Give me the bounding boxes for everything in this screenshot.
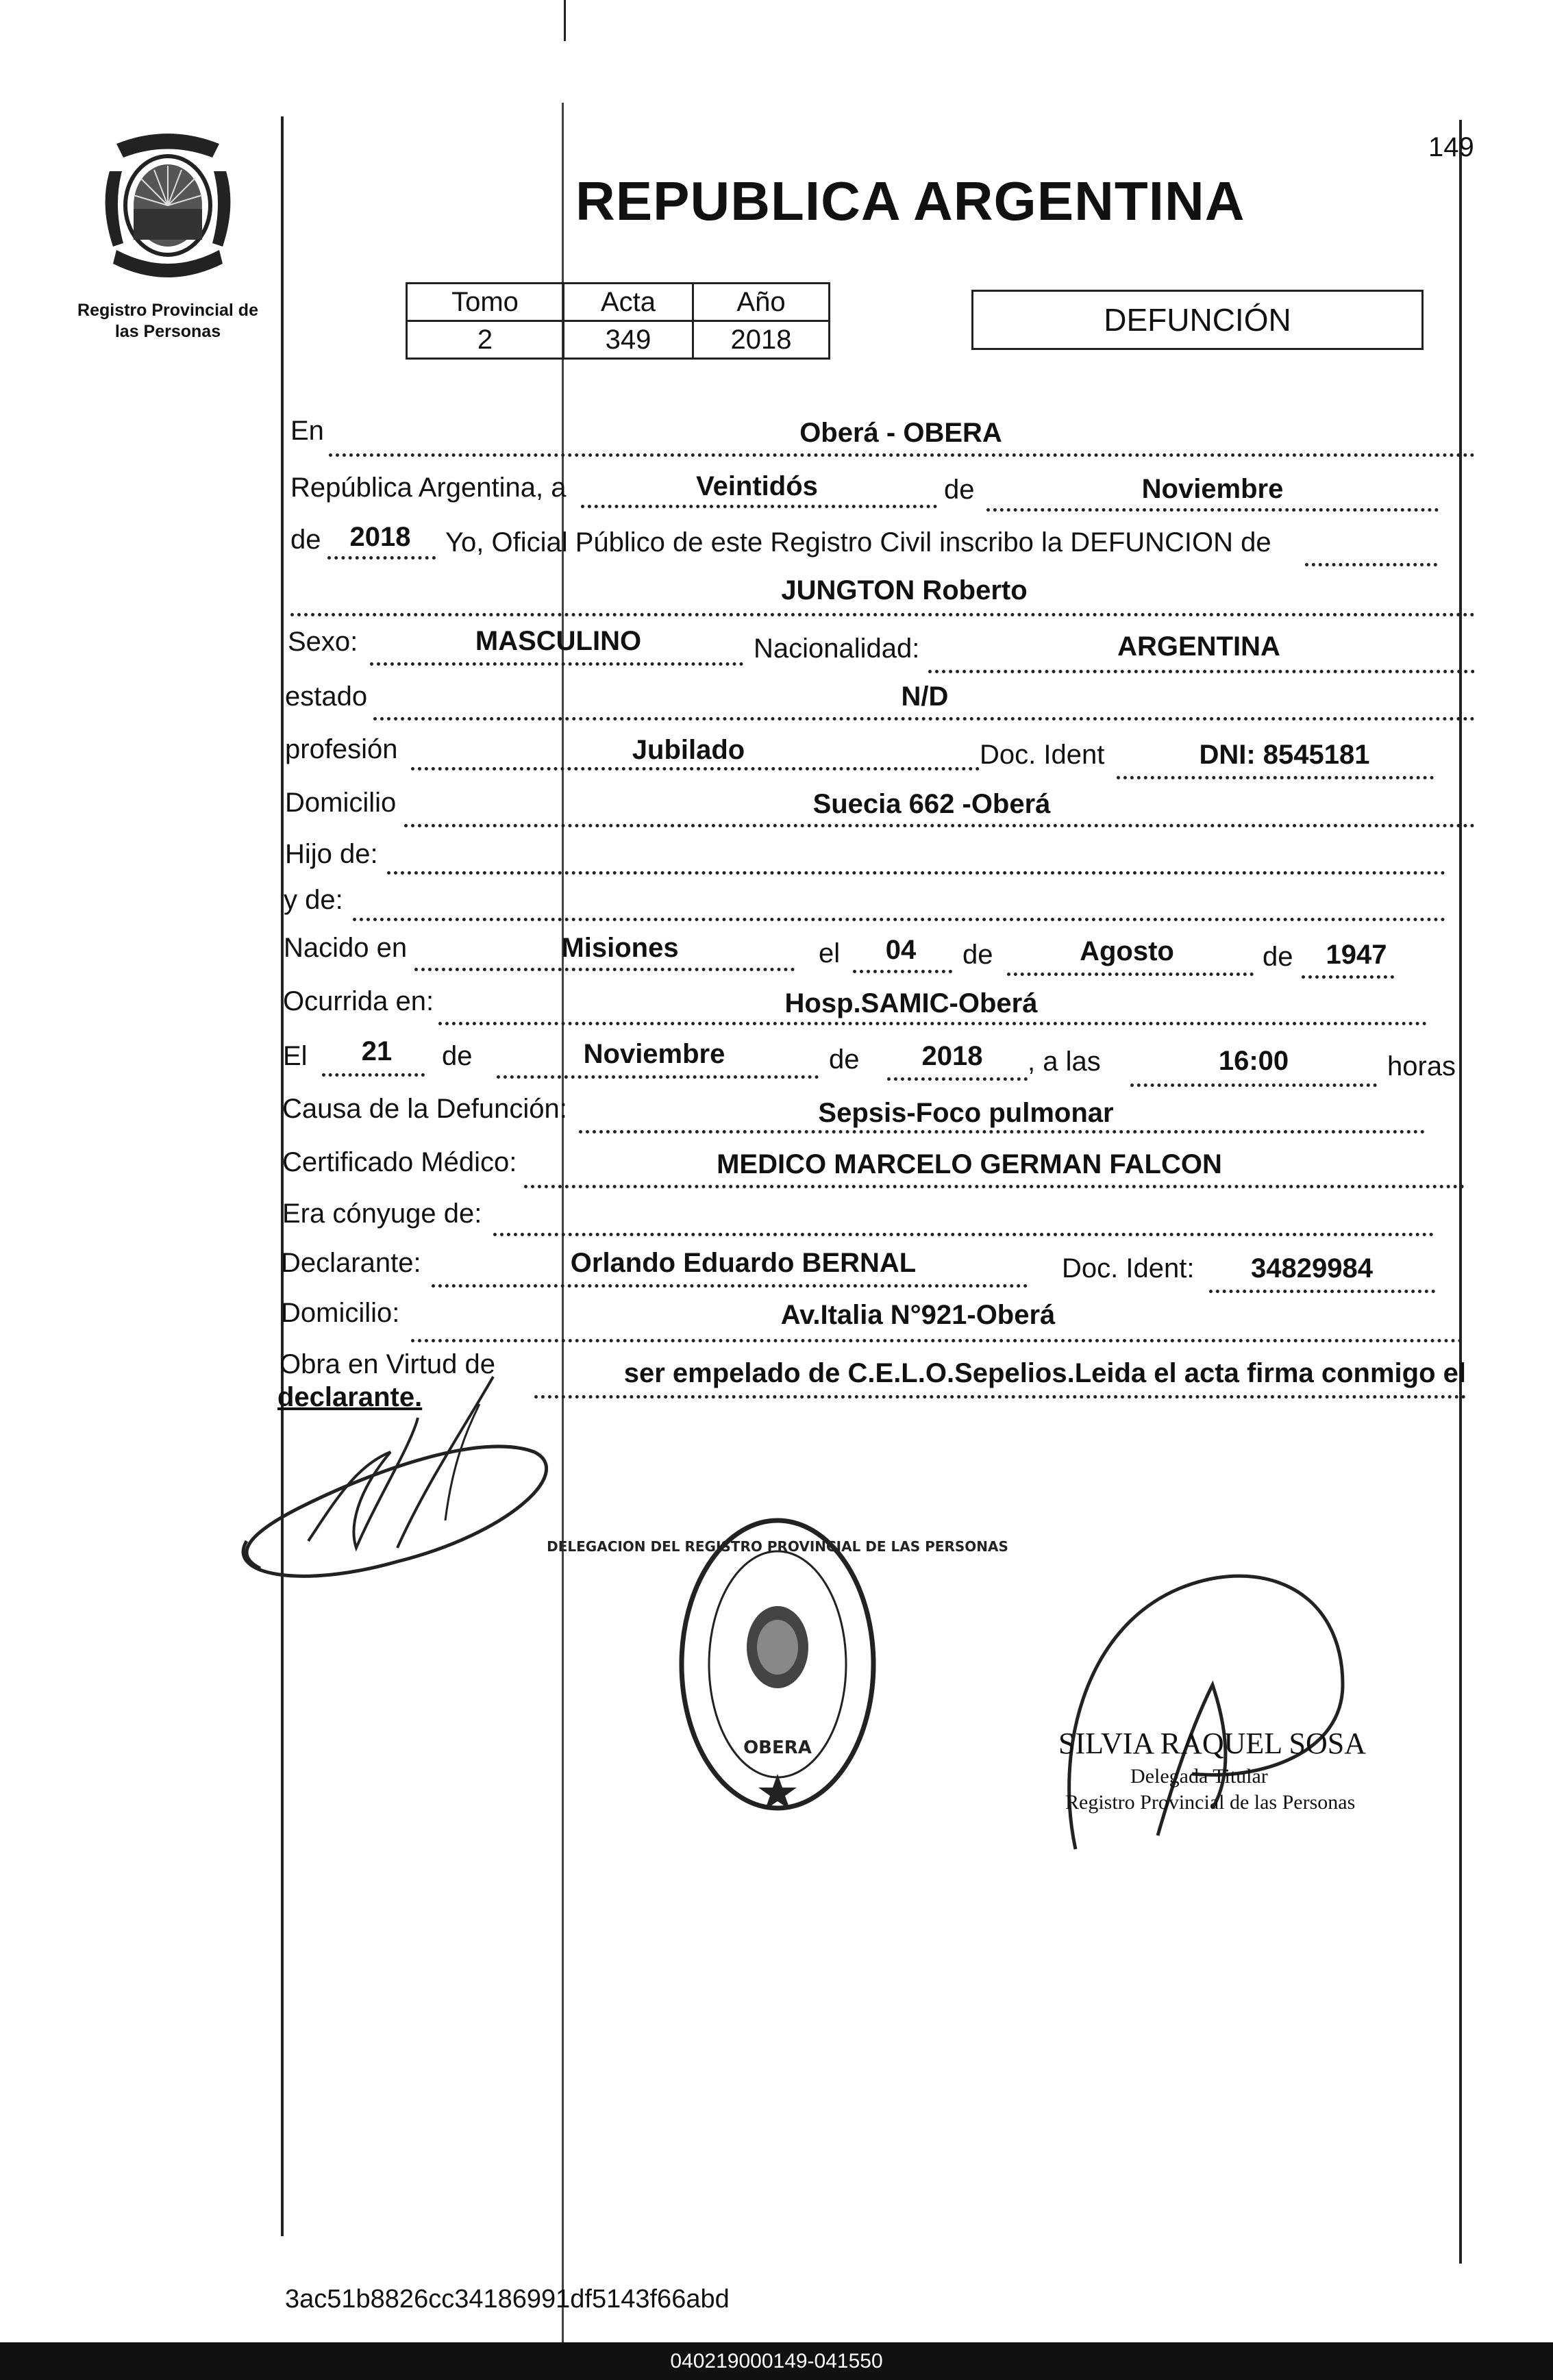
obra-value-line1: ser empelado de C.E.L.O.Sepelios.Leida el acta firma conmigo el	[623, 1358, 1466, 1388]
doc-ident-label: Doc. Ident	[980, 740, 1105, 770]
republica-label: República Argentina, a	[290, 473, 567, 503]
intro-dots	[1305, 563, 1437, 566]
doc-ident-value: DNI: 8545181	[1199, 740, 1370, 770]
profesion-dots	[411, 767, 980, 771]
obra-label: Obra en Virtud de	[279, 1349, 496, 1379]
cert-value: MEDICO MARCELO GERMAN FALCON	[717, 1149, 1222, 1179]
doc-ident-dots	[1117, 776, 1434, 779]
ref-value-ano: 2018	[693, 321, 830, 359]
cert-label: Certificado Médico:	[282, 1147, 517, 1177]
horas-label: horas	[1387, 1051, 1456, 1081]
estado-value: N/D	[901, 681, 949, 712]
profesion-value: Jubilado	[632, 735, 745, 765]
alas-label: , a las	[1028, 1047, 1101, 1077]
decl-dom-dots	[411, 1339, 1463, 1342]
document-hash: 3ac51b8826cc34186991df5143f66abd	[285, 2285, 730, 2314]
day-words-value: Veintidós	[696, 471, 818, 501]
decl-dom-label: Domicilio:	[281, 1298, 400, 1328]
nacido-label: Nacido en	[284, 933, 408, 963]
ref-header-acta: Acta	[564, 284, 693, 321]
official-role: Delegada Titular	[1130, 1765, 1268, 1788]
en-label: En	[290, 416, 324, 446]
birth-day-dots	[853, 970, 952, 973]
y-de-dots	[353, 918, 1445, 921]
hijo-label: Hijo de:	[285, 839, 378, 869]
de2-label: de	[290, 525, 321, 555]
nacionalidad-label: Nacionalidad:	[754, 634, 920, 664]
death-day-value: 21	[361, 1036, 393, 1066]
domicilio-dots	[404, 824, 1475, 827]
en-value: Oberá - OBERA	[799, 418, 1002, 448]
official-name: SILVIA RAQUEL SOSA	[1058, 1727, 1367, 1760]
causa-label: Causa de la Defunción:	[282, 1094, 567, 1124]
obra-value-line2: declarante.	[277, 1382, 423, 1412]
de5-label: de	[442, 1041, 473, 1071]
ref-header-tomo: Tomo	[407, 284, 564, 321]
stamp-ring-text: DELEGACION DEL REGISTRO PROVINCIAL DE LAS PERSONAS	[547, 1538, 1008, 1555]
delegation-stamp	[547, 1510, 1008, 1818]
death-year-value: 2018	[921, 1041, 983, 1071]
death-year-dots	[887, 1077, 1028, 1081]
nacido-place-dots	[414, 968, 795, 971]
causa-dots	[579, 1130, 1425, 1133]
death-month-value: Noviembre	[583, 1039, 725, 1069]
sexo-label: Sexo:	[288, 627, 358, 657]
obra-dots	[534, 1395, 1466, 1399]
birth-month-value: Agosto	[1080, 936, 1174, 966]
decl-doc-value: 34829984	[1251, 1253, 1373, 1283]
en-dots	[329, 453, 1475, 457]
stamp-city: OBERA	[743, 1738, 812, 1758]
month-words-dots	[986, 508, 1439, 512]
ocurrida-dots	[438, 1022, 1427, 1025]
de6-label: de	[829, 1044, 860, 1075]
death-time-value: 16:00	[1218, 1046, 1289, 1076]
footer-code: 040219000149-041550	[0, 2342, 1553, 2380]
sexo-dots	[370, 662, 743, 666]
domicilio-label: Domicilio	[285, 788, 397, 818]
declarant-signature	[219, 1363, 575, 1609]
nacido-place-value: Misiones	[561, 933, 679, 963]
ocurrida-label: Ocurrida en:	[283, 986, 434, 1016]
birth-year-value: 1947	[1326, 940, 1387, 970]
profesion-label: profesión	[285, 734, 398, 764]
birth-year-dots	[1302, 975, 1394, 979]
page-number: 149	[1428, 132, 1474, 162]
conyuge-label: Era cónyuge de:	[282, 1199, 482, 1229]
declarante-label: Declarante:	[281, 1248, 421, 1278]
death-month-dots	[497, 1075, 819, 1079]
conyuge-dots	[493, 1233, 1434, 1236]
ref-value-tomo: 2	[407, 321, 564, 359]
declarante-dots	[432, 1284, 1028, 1288]
provincial-seal-icon	[96, 130, 240, 281]
de1-label: de	[944, 475, 975, 505]
de3-label: de	[962, 940, 993, 970]
reference-table	[406, 282, 830, 360]
deceased-name-value: JUNGTON Roberto	[781, 575, 1028, 605]
estado-dots	[373, 717, 1475, 721]
ocurrida-value: Hosp.SAMIC-Oberá	[784, 988, 1038, 1018]
official-org: Registro Provincial de las Personas	[1065, 1791, 1356, 1814]
declarante-value: Orlando Eduardo BERNAL	[570, 1248, 917, 1278]
sexo-value: MASCULINO	[475, 626, 642, 656]
nacionalidad-value: ARGENTINA	[1117, 631, 1280, 662]
registry-label: Registro Provincial de las Personas	[77, 301, 258, 341]
nacionalidad-dots	[928, 670, 1475, 673]
causa-value: Sepsis-Foco pulmonar	[818, 1098, 1114, 1128]
de4-label: de	[1263, 942, 1293, 972]
official-signature	[1055, 1548, 1370, 1877]
birth-day-value: 04	[885, 935, 917, 965]
birth-month-dots	[1007, 973, 1254, 976]
decl-doc-label: Doc. Ident:	[1062, 1253, 1195, 1283]
page-title: REPUBLICA ARGENTINA	[575, 171, 1245, 231]
year-value: 2018	[349, 522, 411, 552]
day-words-dots	[581, 505, 937, 508]
hijo-dots	[387, 871, 1445, 875]
right-margin-rule	[1459, 120, 1462, 2264]
ref-value-acta: 349	[564, 321, 693, 359]
scan-line-center	[562, 103, 564, 2342]
el2-label: El	[283, 1041, 308, 1071]
domicilio-value: Suecia 662 -Oberá	[812, 789, 1051, 819]
ref-header-ano: Año	[693, 284, 830, 321]
month-words-value: Noviembre	[1141, 474, 1284, 504]
death-time-dots	[1130, 1083, 1377, 1087]
decl-doc-dots	[1209, 1290, 1435, 1293]
death-day-dots	[322, 1073, 425, 1077]
estado-label: estado	[285, 681, 368, 712]
decl-dom-value: Av.Italia N°921-Oberá	[780, 1300, 1056, 1330]
document-type-box: DEFUNCIÓN	[971, 290, 1424, 350]
deceased-name-dots	[290, 613, 1475, 616]
cert-dots	[524, 1185, 1465, 1188]
el1-label: el	[819, 938, 841, 968]
y-de-label: y de:	[284, 885, 343, 915]
intro-text: Yo, Oficial Público de este Registro Civil inscribo la DEFUNCION de	[445, 527, 1271, 558]
year-dots	[327, 556, 436, 560]
scan-line-top	[564, 0, 566, 41]
